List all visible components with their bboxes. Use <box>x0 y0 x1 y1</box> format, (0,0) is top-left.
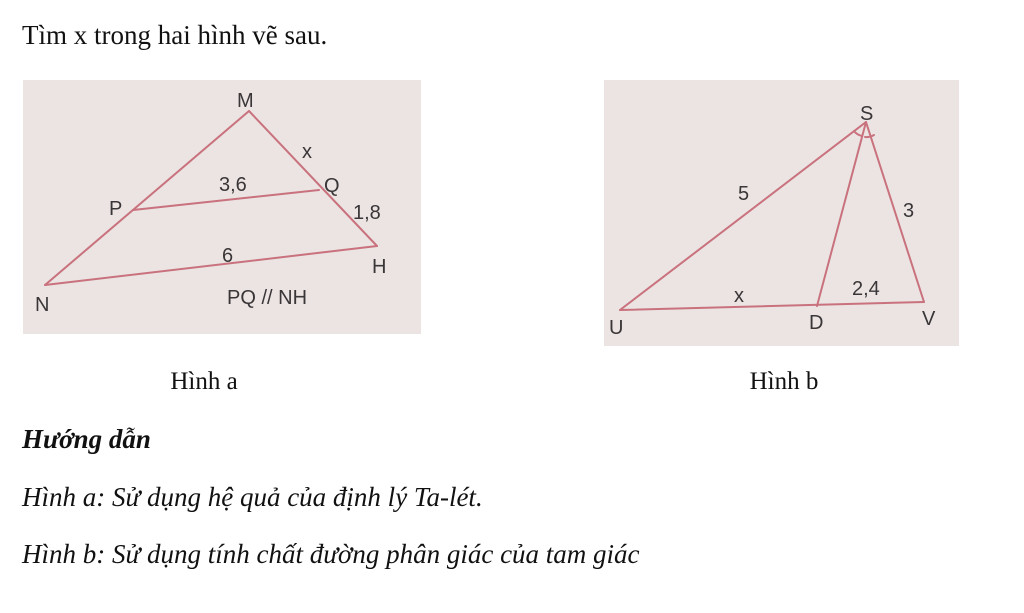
length-label-pq: 3,6 <box>219 174 247 196</box>
figure-b-diagram <box>604 80 959 346</box>
point-label-u: U <box>609 317 624 339</box>
hint-figure-b: Hình b: Sử dụng tính chất đường phân giác của tam giác <box>22 539 640 569</box>
length-label-sv: 3 <box>903 200 915 222</box>
point-label-q: Q <box>324 175 340 197</box>
point-label-d: D <box>809 312 824 334</box>
segment-nh <box>45 246 377 285</box>
point-label-m: M <box>237 90 254 112</box>
segment-sv <box>866 122 924 302</box>
guide-heading: Hướng dẫn <box>22 424 151 454</box>
angle-mark-left <box>854 131 862 136</box>
length-label-su: 5 <box>738 183 750 205</box>
figure-a-caption: Hình a <box>170 368 238 395</box>
point-label-n: N <box>35 294 50 316</box>
point-label-h: H <box>372 256 387 278</box>
figure-a <box>23 80 421 334</box>
length-label-nh: 6 <box>222 245 234 267</box>
length-label-ud: x <box>734 285 744 307</box>
length-label-dv: 2,4 <box>852 278 880 300</box>
segment-su <box>620 122 866 310</box>
question-text: Tìm x trong hai hình vẽ sau. <box>22 20 328 50</box>
figure-b <box>604 80 959 346</box>
figure-b-caption: Hình b <box>749 368 819 395</box>
parallel-note: PQ // NH <box>227 287 308 309</box>
length-label-qh: 1,8 <box>353 202 381 224</box>
segment-mn <box>45 111 249 285</box>
point-label-s: S <box>860 103 874 125</box>
segment-uv <box>620 302 924 310</box>
length-label-mq: x <box>302 141 312 163</box>
segment-mh <box>249 111 377 246</box>
hint-figure-a: Hình a: Sử dụng hệ quả của định lý Ta-lét. <box>22 482 483 512</box>
point-label-v: V <box>922 308 936 330</box>
point-label-p: P <box>109 198 123 220</box>
figure-a-diagram <box>23 80 421 334</box>
